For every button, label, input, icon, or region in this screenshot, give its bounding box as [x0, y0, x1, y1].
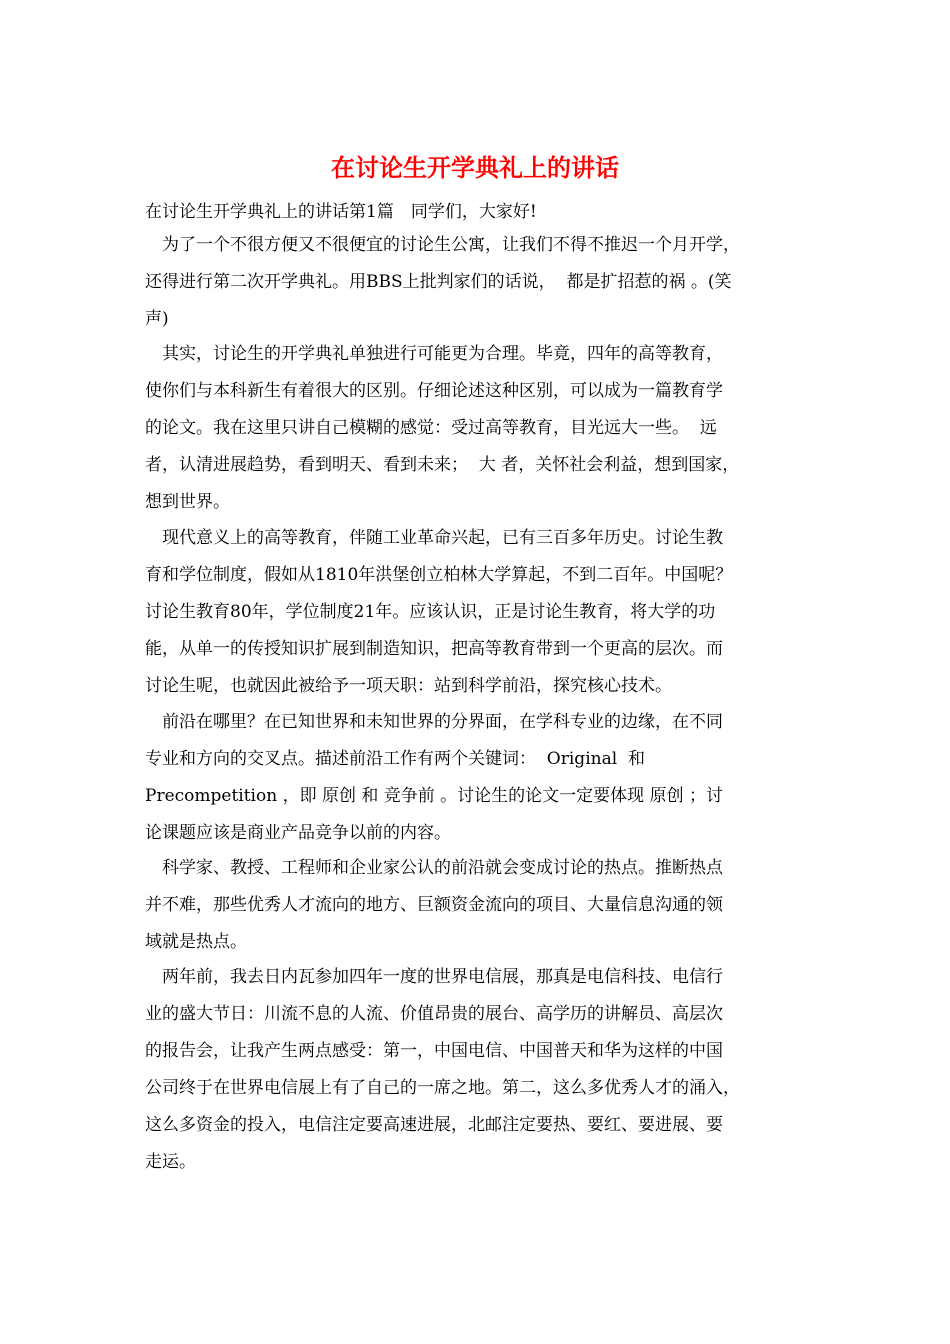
body-line: 讨论生呢，也就因此被给予一项天职：站到科学前沿，探究核心技术。 — [145, 676, 672, 696]
body-line: 想到世界。 — [145, 492, 230, 512]
body-line: 者，认清进展趋势，看到明天、看到未来； 大 者，关怀社会利益，想到国家， — [145, 455, 740, 475]
body-line: 的报告会，让我产生两点感受：第一，中国电信、中国普天和华为这样的中国 — [145, 1041, 723, 1061]
body-line: 讨论生教育80年，学位制度21年。应该认识，正是讨论生教育，将大学的功 — [145, 602, 716, 622]
body-line: 域就是热点。 — [145, 932, 247, 952]
body-line: 现代意义上的高等教育，伴随工业革命兴起，已有三百多年历史。讨论生教 — [145, 528, 723, 548]
body-line: 声) — [145, 309, 169, 329]
body-line: 业的盛大节日：川流不息的人流、价值昂贵的展台、高学历的讲解员、高层次 — [145, 1004, 723, 1024]
body-line: 为了一个不很方便又不很便宜的讨论生公寓，让我们不得不推迟一个月开学， — [145, 235, 740, 255]
body-line: 论课题应该是商业产品竞争以前的内容。 — [145, 823, 451, 843]
body-line: 并不难，那些优秀人才流向的地方、巨额资金流向的项目、大量信息沟通的领 — [145, 895, 723, 915]
body-line: 前沿在哪里？在已知世界和未知世界的分界面，在学科专业的边缘，在不同 — [145, 712, 723, 732]
body-line: 的论文。我在这里只讲自己模糊的感觉：受过高等教育，目光远大一些。 远 — [145, 418, 717, 438]
body-line: 专业和方向的交叉点。描述前沿工作有两个关键词： Original 和 — [145, 749, 645, 769]
body-line: 公司终于在世界电信展上有了自己的一席之地。第二，这么多优秀人才的涌入， — [145, 1078, 740, 1098]
body-line: 这么多资金的投入，电信注定要高速进展，北邮注定要热、要红、要进展、要 — [145, 1115, 723, 1135]
body-line: 还得进行第二次开学典礼。用BBS上批判家们的话说， 都是扩招惹的祸 。(笑 — [145, 272, 732, 292]
body-line: 能，从单一的传授知识扩展到制造知识，把高等教育带到一个更高的层次。而 — [145, 639, 723, 659]
body-line: 在讨论生开学典礼上的讲话第1篇 同学们，大家好! — [145, 202, 537, 222]
body-line: 育和学位制度，假如从1810年洪堡创立柏林大学算起，不到二百年。中国呢？ — [145, 565, 733, 585]
document-title: 在讨论生开学典礼上的讲话 — [331, 153, 619, 182]
body-line: Precompetition ，即 原创 和 竞争前 。讨论生的论文一定要体现 原创 ；讨 — [145, 786, 723, 806]
body-line: 科学家、教授、工程师和企业家公认的前沿就会变成讨论的热点。推断热点 — [145, 858, 723, 878]
body-line: 两年前，我去日内瓦参加四年一度的世界电信展，那真是电信科技、电信行 — [145, 967, 723, 987]
body-line: 其实，讨论生的开学典礼单独进行可能更为合理。毕竟，四年的高等教育， — [145, 344, 723, 364]
body-line: 使你们与本科新生有着很大的区别。仔细论述这种区别，可以成为一篇教育学 — [145, 381, 723, 401]
body-line: 走运。 — [145, 1152, 196, 1172]
